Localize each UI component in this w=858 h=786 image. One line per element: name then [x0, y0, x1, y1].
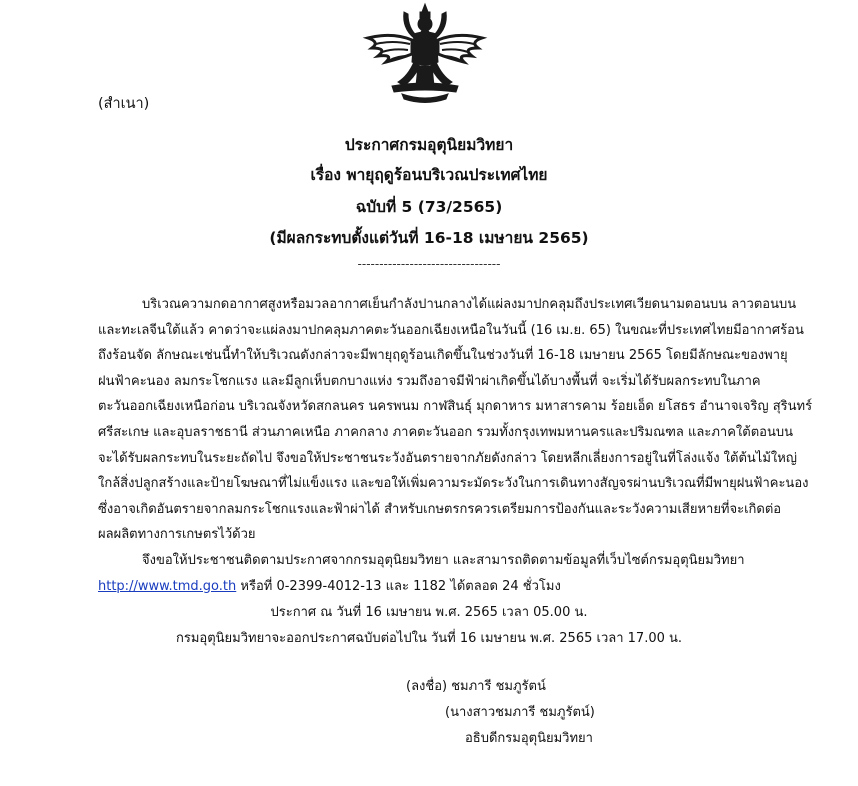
effective-dates: (มีผลกระทบตั้งแต่วันที่ 16-18 เมษายน 2565) [269, 229, 589, 247]
paragraph-1-line: ตะวันออกเฉียงเหนือก่อน บริเวณจังหวัดสกลนคร นครพนม กาฬสินธุ์ มุกดาหาร มหาสารคาม ร้อยเอ็ด ยโสธร อำนาจเจริญ สุรินทร์ [98, 399, 813, 415]
signature-line: (ลงชื่อ) ชมภารี ชมภูรัตน์ [406, 679, 546, 694]
next-issue-datetime: กรมอุตุนิยมวิทยาจะออกประกาศฉบับต่อไปใน วันที่ 16 เมษายน พ.ศ. 2565 เวลา 17.00 น. [175, 631, 683, 646]
paragraph-1-line: บริเวณความกดอากาศสูงหรือมวลอากาศเย็นกำลังปานกลางได้แผ่ลงมาปกคลุมถึงประเทศเวียดนามตอนบน ลาวตอนบน [142, 297, 797, 312]
paragraph-1-line: ผลผลิตทางการเกษตรไว้ด้วย [98, 527, 256, 543]
separator-line: --------------------------------- [357, 257, 501, 271]
announcement-body [98, 292, 813, 599]
signatory-name: (นางสาวชมภารี ชมภูรัตน์) [445, 705, 595, 720]
announced-datetime: ประกาศ ณ วันที่ 16 เมษายน พ.ศ. 2565 เวลา 05.00 น. [270, 605, 588, 620]
paragraph-1-line: ใกล้สิ่งปลูกสร้างและป้ายโฆษณาที่ไม่แข็งแรง และขอให้เพิ่มความระมัดระวังในการเดินทางสัญจรผ่านบริเวณที่มีพายุฝนฟ้าคะนอง [98, 476, 809, 492]
paragraph-2-line-contact [98, 574, 778, 600]
website-link[interactable]: http://www.tmd.go.th [98, 578, 237, 594]
paragraph-1-line: และทะเลจีนใต้แล้ว คาดว่าจะแผ่ลงมาปกคลุมภาคตะวันออกเฉียงเหนือในวันนี้ (16 เม.ย. 65) ในขณะที่ประเทศไทยมีอากาศร้อน [98, 322, 804, 338]
paragraph-1-line: ศรีสะเกษ และอุบลราชธานี ส่วนภาคเหนือ ภาคกลาง ภาคตะวันออก รวมทั้งกรุงเทพมหานครและปริมณฑล และภาคใต้ตอนบน [98, 424, 793, 440]
issue-number: ฉบับที่ 5 (73/2565) [355, 198, 503, 216]
paragraph-1-line: ถึงร้อนจัด ลักษณะเช่นนี้ทำให้บริเวณดังกล่าวจะมีพายุฤดูร้อนเกิดขึ้นในช่วงวันที่ 16-18 เมษายน 2565 โดยมีลักษณะของพายุ [98, 348, 788, 364]
announcement-subject: เรื่อง พายุฤดูร้อนบริเวณประเทศไทย [310, 166, 548, 184]
paragraph-1-line: ฝนฟ้าคะนอง ลมกระโชกแรง และมีลูกเห็บตกบางแห่ง รวมถึงอาจมีฟ้าผ่าเกิดขึ้นได้บางพื้นที่ จะเริ่มได้รับผลกระทบในภาค [98, 373, 761, 389]
signatory-title: อธิบดีกรมอุตุนิยมวิทยา [465, 731, 593, 746]
contact-text: หรือที่ 0-2399-4012-13 และ 1182 ได้ตลอด 24 ชั่วโมง [236, 578, 561, 594]
copy-label: (สำเนา) [98, 96, 150, 112]
paragraph-2-line: จึงขอให้ประชาชนติดตามประกาศจากกรมอุตุนิยมวิทยา และสามารถติดตามข้อมูลที่เว็บไซต์กรมอุตุนิยมวิทยา [142, 552, 745, 568]
announcement-title: ประกาศกรมอุตุนิยมวิทยา [344, 136, 514, 154]
paragraph-1-line: ซึ่งอาจเกิดอันตรายจากลมกระโชกแรงและฟ้าผ่าได้ สำหรับเกษตรกรควรเตรียมการป้องกันและระวังความเสียหายที่จะเกิดต่อ [98, 501, 782, 517]
paragraph-1-line: จะได้รับผลกระทบในระยะถัดไป จึงขอให้ประชาชนระวังอันตรายจากภัยดังกล่าว โดยหลีกเลี่ยงการอยู่ในที่โล่งแจ้ง ใต้ต้นไม้ใหญ่ [98, 450, 797, 466]
garuda-emblem-icon [362, 2, 488, 106]
